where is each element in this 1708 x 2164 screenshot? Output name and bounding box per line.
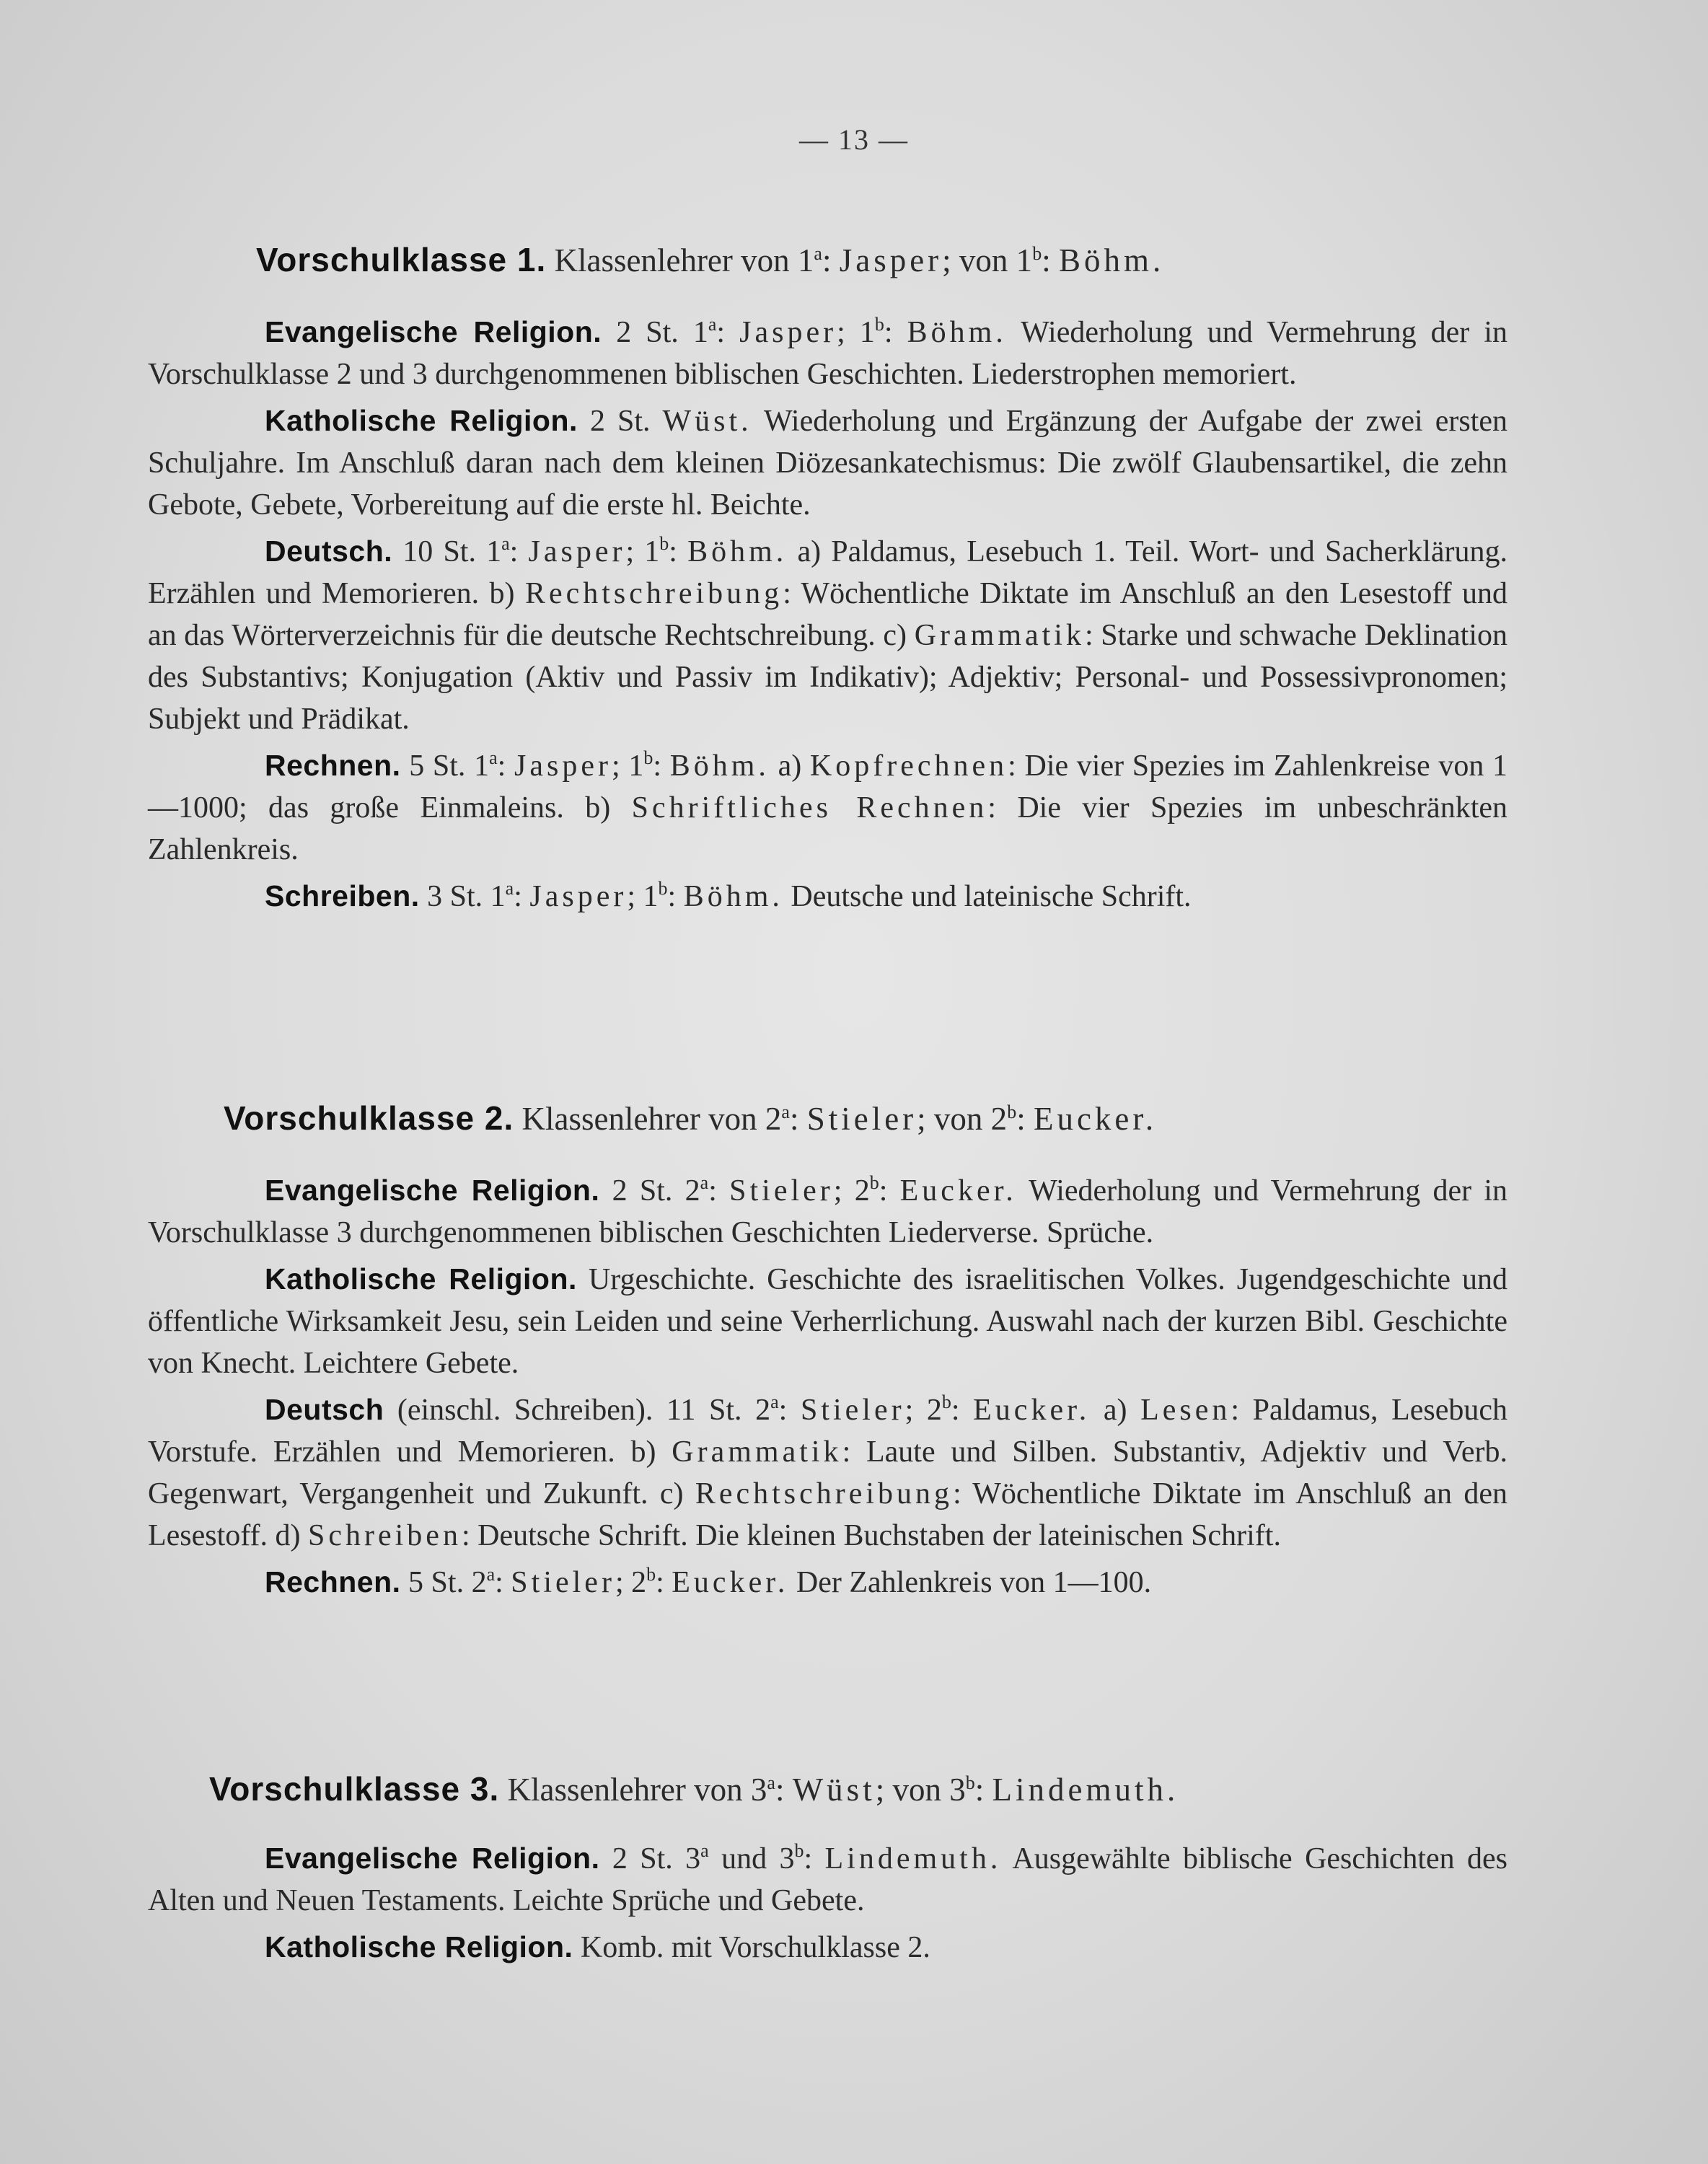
sup-a: a [501,533,510,554]
colon: : [656,1566,672,1599]
subject-name: Katholische Religion. [265,404,578,437]
separator: ; 1 [627,880,659,913]
sup-a: a [814,243,822,264]
heading-text: Klassenlehrer von 3 [507,1772,767,1808]
subject-katholische-religion [148,1926,1507,1969]
keyword: Lesen [1140,1394,1231,1427]
subject-name: Schreiben. [265,879,420,912]
keyword: Kopfrechnen [809,749,1008,783]
sup-b: b [941,1391,951,1412]
subject-text: Wiederholung und Vermehrung der in Vorschulklasse 2 und 3 durchgenommenen biblischen Geschichten. Liederstrophen memoriert. [148,316,1508,391]
subject-text: Wiederholung und Vermehrung der in Vorschulklasse 3 durchgenommenen biblischen Geschichten Liederverse. Sprüche. [148,1174,1508,1249]
sup-a: a [700,1172,709,1193]
teacher-b: Böhm. [683,880,783,913]
colon: : [716,316,740,349]
section-vorschulklasse-1 [148,238,1507,918]
heading-text: Klassenlehrer von 1 [554,242,814,278]
subject-name: Evangelische Religion. [265,315,602,348]
colon: : [1042,242,1059,278]
hours: 5 St. 2 [400,1566,487,1599]
teacher-b: Böhm. [687,535,788,568]
section-vorschulklasse-3 [148,1767,1507,1969]
section-title: Vorschulklasse 3. [209,1770,500,1808]
teacher-a: Stieler [511,1566,615,1599]
hours: 2 St. 1 [602,316,708,349]
colon: : [1016,1101,1034,1137]
colon: : [708,1174,730,1208]
teacher-a: Jasper [514,749,612,783]
teacher-a: Jasper [739,316,837,349]
colon: : [804,1842,825,1875]
subject-text: Komb. mit Vorschulklasse 2. [573,1931,930,1964]
teacher-a: Jasper [528,535,626,568]
colon: : [884,316,907,349]
sup-b: b [874,314,884,335]
hours: 2 St. [577,405,663,438]
subject-name: Rechnen. [265,1565,401,1598]
sup-b: b [869,1172,879,1193]
colon: : [509,535,529,568]
subject-text: : Die vier Spezies im unbeschränkten Zahlenkreis. [148,791,1507,866]
colon: : [879,1174,900,1208]
sup-b: b [1007,1101,1017,1122]
subject-deutsch [148,530,1507,740]
subject-evangelische-religion [148,1169,1507,1254]
subject-text: : Laute und Silben. Substantiv, Adjektiv und Verb. Gegenwart, Vergangenheit und Zukunft. c) [148,1435,1507,1510]
subject-evangelische-religion [148,1837,1507,1922]
teacher-b: Böhm. [1058,242,1165,278]
teacher-b: Lindemuth. [992,1772,1179,1808]
subject-text: : Wöchentliche Diktate im Anschluß an den Lesestoff. d) [148,1477,1507,1552]
colon: : [514,880,530,913]
teacher-a: Jasper [529,880,628,913]
colon: : [669,535,688,568]
separator: ; 2 [615,1566,647,1599]
sup-a: a [486,1564,496,1585]
colon: : [822,242,840,278]
heading-text: Klassenlehrer von 2 [521,1101,782,1137]
teacher-a: Stieler [800,1394,905,1427]
subject-text: Der Zahlenkreis von 1—100. [788,1566,1152,1599]
keyword: Rechtschreibung [695,1477,954,1510]
separator: ; 1 [625,535,660,568]
section-title: Vorschulklasse 1. [256,241,547,278]
subject-text: : Starke und schwache Deklination des Substantivs; Konjugation (Aktiv und Passiv im Indikativ); Adjektiv; Personal- und Possessivpronomen; Subjekt und Prädikat. [148,619,1507,736]
separator: ; von 2 [917,1101,1008,1137]
colon: : [951,1394,974,1427]
subject-note: (einschl. Schreiben). [384,1394,653,1427]
separator: ; von 3 [875,1772,966,1808]
teacher: Wüst. [662,405,752,438]
colon: : [667,880,684,913]
teacher-a: Stieler [729,1174,834,1208]
sup-b: b [643,747,653,768]
colon: : [495,1566,511,1599]
hours: 11 St. 2 [653,1394,771,1427]
sup-a: a [767,1772,775,1793]
teacher-b: Böhm. [669,749,770,783]
keyword: Rechtschreibung [524,577,783,610]
subject-name: Katholische Religion. [265,1262,577,1296]
section-heading [256,238,1507,282]
separator: ; 1 [837,316,875,349]
section-vorschulklasse-2 [148,1096,1507,1604]
subject-name: Deutsch [265,1393,384,1426]
hours: 3 St. 1 [419,880,506,913]
hours: 5 St. 1 [400,749,490,783]
teacher-b: Eucker. [973,1394,1091,1427]
keyword: Grammatik [672,1435,842,1469]
subject-name: Evangelische Religion. [265,1174,600,1207]
subject-name: Rechnen. [265,749,401,782]
hours: 2 St. 3 [599,1842,701,1875]
subject-katholische-religion [148,400,1507,526]
hours: 2 St. 2 [599,1174,700,1208]
subject-text: : Die vier Spezies im Zahlenkreise von 1—1000; das große Einmaleins. b) [148,749,1508,824]
separator: ; 2 [833,1174,870,1208]
teacher-a: Jasper [839,242,943,278]
sup-b: b [646,1564,656,1585]
subject-name: Deutsch. [265,535,393,568]
subject-evangelische-religion [148,311,1507,395]
sup-a: a [489,747,498,768]
subject-schreiben [148,875,1507,918]
sup-a: a [781,1101,790,1122]
teacher-b: Eucker. [899,1174,1017,1208]
keyword: Schriftliches Rechnen [631,791,988,824]
teacher-b: Eucker. [1033,1101,1158,1137]
subject-text: : Deutsche Schrift. Die kleinen Buchstaben der lateinischen Schrift. [461,1519,1281,1552]
sup-a: a [770,1391,779,1412]
colon: : [497,749,515,783]
separator: ; 2 [904,1394,942,1427]
subject-rechnen [148,1561,1507,1604]
teacher-b: Lindemuth. [824,1842,1002,1875]
section-title: Vorschulklasse 2. [224,1099,514,1137]
subject-text: a) [769,749,810,783]
subject-name: Evangelische Religion. [265,1842,600,1875]
colon: : [789,1101,807,1137]
subject-text: Ausgewählte biblische Geschichten des Alten und Neuen Testaments. Leichte Sprüche und Gebete. [148,1842,1508,1917]
colon: : [778,1394,801,1427]
subject-name: Katholische Religion. [265,1930,573,1963]
teacher-b: Eucker. [672,1566,789,1599]
hours: 10 St. 1 [392,535,502,568]
subject-text: a) Paldamus, Lesebuch 1. Teil. Wort- und Sacherklärung. Erzählen und Memorieren. b) [148,535,1508,610]
sup-a: a [505,878,514,899]
separator: und 3 [708,1842,795,1875]
separator: ; 1 [612,749,644,783]
sup-b: b [794,1840,804,1861]
subject-text: a) [1090,1394,1141,1427]
subject-text: : Paldamus, Lesebuch Vorstufe. Erzählen und Memorieren. b) [148,1394,1508,1469]
sup-b: b [1032,243,1042,264]
page-content [148,238,1508,1964]
subject-katholische-religion [148,1258,1507,1384]
subject-text: Urgeschichte. Geschichte des israelitischen Volkes. Jugendgeschichte und öffentliche Wirksamkeit Jesu, sein Leiden und seine Verherrlichung. Auswahl nach der kurzen Bibl. Geschichte von Knecht. Leichtere Gebete. [148,1263,1507,1380]
subject-deutsch [148,1389,1507,1557]
subject-text: Deutsche und lateinische Schrift. [783,880,1192,913]
page-number: — 13 — [799,123,909,156]
sup-b: b [659,533,669,554]
sup-b: b [965,1772,975,1793]
section-heading [224,1096,1507,1140]
teacher-a: Wüst [792,1772,876,1808]
colon: : [775,1772,793,1808]
colon: : [974,1772,992,1808]
sup-a: a [708,314,717,335]
sup-b: b [658,878,668,899]
colon: : [653,749,670,783]
section-heading [209,1767,1507,1811]
sup-a: a [700,1840,709,1861]
keyword: Grammatik [914,619,1085,652]
subject-rechnen [148,744,1507,871]
keyword: Schreiben [308,1519,462,1552]
subject-text: : Wöchentliche Diktate im Anschluß an den Lesestoff und an das Wörterverzeichnis für die deutsche Rechtschreibung. c) [148,577,1507,652]
teacher-b: Böhm. [907,316,1007,349]
teacher-a: Stieler [806,1101,917,1137]
subject-text: Wiederholung und Ergänzung der Aufgabe der zwei ersten Schuljahre. Im Anschluß daran nach dem kleinen Diözesankatechismus: Die zwölf Glaubensartikel, die zehn Gebote, Gebete, Vorbereitung auf die erste hl. Beichte. [148,405,1507,522]
separator: ; von 1 [942,242,1033,278]
